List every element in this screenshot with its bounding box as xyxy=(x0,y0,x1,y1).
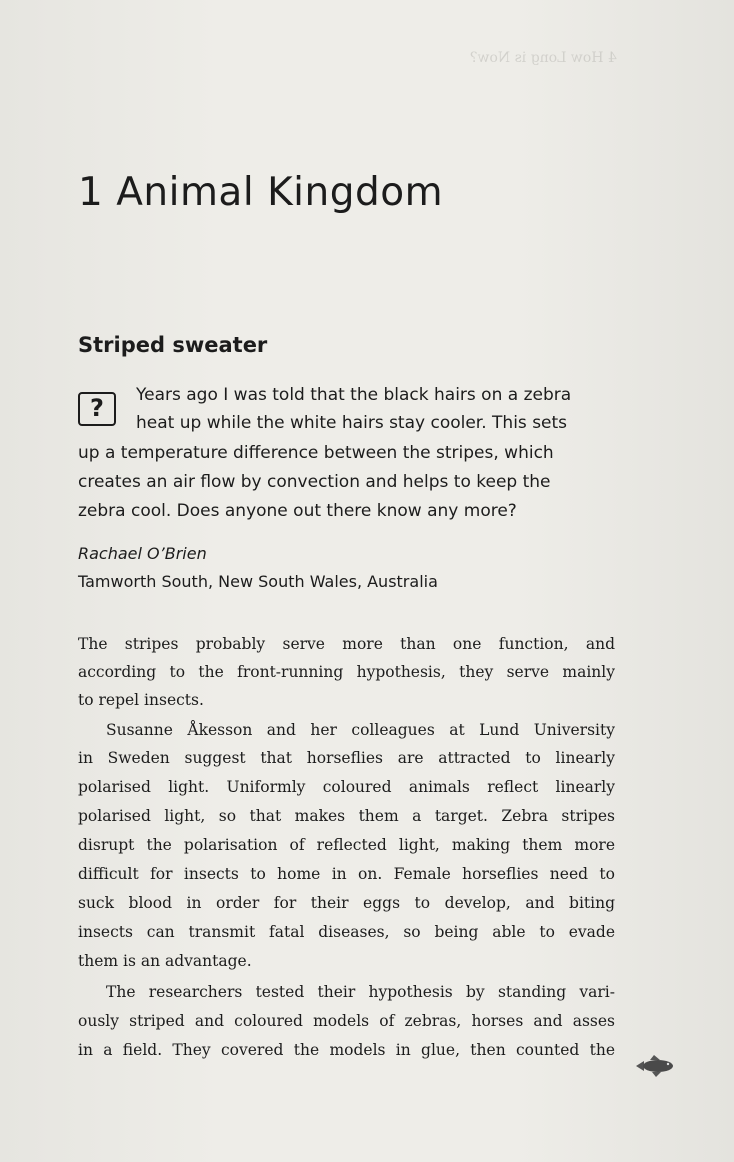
chapter-title: 1 Animal Kingdom xyxy=(78,170,444,215)
answer-line: polarised light. Uniformly coloured animals reflect linearly xyxy=(78,778,615,796)
question-line: zebra cool. Does anyone out there know any more? xyxy=(78,501,517,521)
answer-line: to repel insects. xyxy=(78,691,204,709)
answer-line: in a field. They covered the models in glue, then counted the xyxy=(78,1041,615,1059)
answer-line: Susanne Åkesson and her colleagues at Lund University xyxy=(106,721,615,739)
question-line: Years ago I was told that the black hairs on a zebra xyxy=(136,385,572,405)
answer-line: difficult for insects to home in on. Female horseflies need to xyxy=(78,865,615,883)
question-line: up a temperature difference between the stripes, which xyxy=(78,443,554,463)
fish-doodle-icon xyxy=(634,1052,682,1080)
answer-line: in Sweden suggest that horseflies are attracted to linearly xyxy=(78,749,615,767)
answer-line: insects can transmit fatal diseases, so being able to evade xyxy=(78,923,615,941)
answer-line: according to the front-running hypothesis, they serve mainly xyxy=(78,663,615,681)
answer-line: disrupt the polarisation of reflected light, making them more xyxy=(78,836,615,854)
section-title: Striped sweater xyxy=(78,333,268,357)
answer-line: ously striped and coloured models of zebras, horses and asses xyxy=(78,1012,615,1030)
answer-line: suck blood in order for their eggs to develop, and biting xyxy=(78,894,615,912)
header-ghost: 4 How Long is Now? xyxy=(470,50,617,66)
question-line: creates an air flow by convection and helps to keep the xyxy=(78,472,551,492)
question-author: Rachael O’Brien xyxy=(78,544,207,563)
answer-line: The researchers tested their hypothesis by standing vari- xyxy=(106,983,615,1001)
question-location: Tamworth South, New South Wales, Australia xyxy=(78,572,438,591)
answer-line: polarised light, so that makes them a target. Zebra stripes xyxy=(78,807,615,825)
question-mark-icon: ? xyxy=(78,392,116,426)
question-line: heat up while the white hairs stay cooler. This sets xyxy=(136,413,568,433)
answer-line: them is an advantage. xyxy=(78,952,252,970)
answer-line: The stripes probably serve more than one function, and xyxy=(78,635,615,653)
